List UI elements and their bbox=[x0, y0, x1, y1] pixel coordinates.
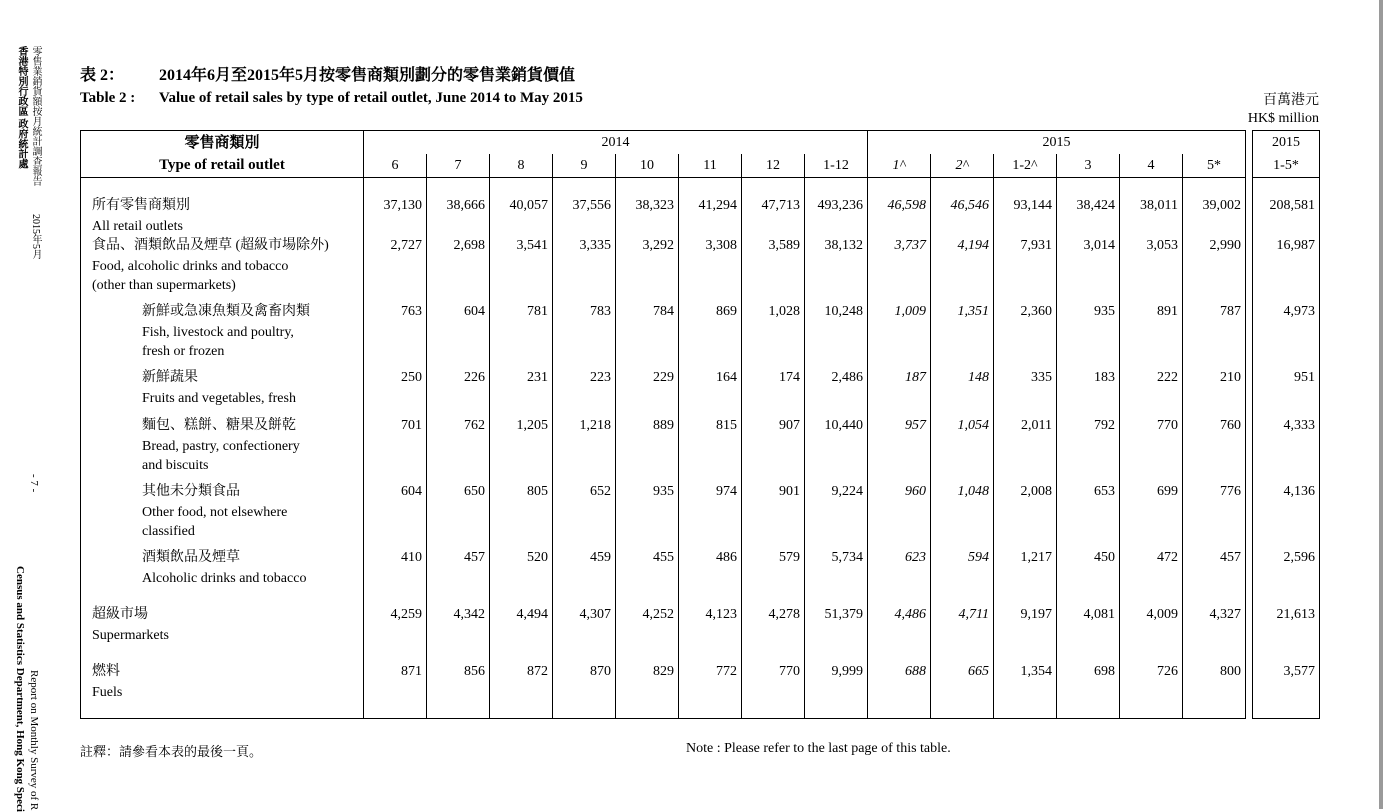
scrollbar[interactable] bbox=[1379, 0, 1383, 809]
value-cell: 781 bbox=[490, 302, 553, 368]
row-label-zh: 酒類飲品及煙草 bbox=[142, 550, 240, 565]
month-header: 1-5* bbox=[1253, 154, 1320, 178]
value-cell: 410 bbox=[364, 548, 427, 605]
value-cell: 829 bbox=[616, 662, 679, 718]
row-label-en: Fish, livestock and poultry, bbox=[142, 325, 294, 340]
value-cell: 872 bbox=[490, 662, 553, 718]
value-cell: 3,541 bbox=[490, 236, 553, 302]
value-cell: 1,048 bbox=[931, 482, 994, 548]
value-cell: 2,727 bbox=[364, 236, 427, 302]
value-cell: 3,737 bbox=[868, 236, 931, 302]
table-label-zh: 表 2： bbox=[80, 67, 125, 84]
value-cell: 4,973 bbox=[1253, 302, 1320, 368]
note-zh: 註釋：請參看本表的最後一頁。 bbox=[80, 744, 263, 759]
value-cell: 901 bbox=[742, 482, 805, 548]
value-cell: 39,002 bbox=[1183, 178, 1246, 237]
value-cell: 871 bbox=[364, 662, 427, 718]
value-cell: 787 bbox=[1183, 302, 1246, 368]
value-cell: 38,132 bbox=[805, 236, 868, 302]
row-label-en: and biscuits bbox=[142, 458, 209, 473]
value-cell: 4,711 bbox=[931, 605, 994, 662]
value-cell: 869 bbox=[679, 302, 742, 368]
value-cell: 805 bbox=[490, 482, 553, 548]
value-cell: 699 bbox=[1120, 482, 1183, 548]
note-en: Note : Please refer to the last page of this table. bbox=[686, 741, 951, 756]
year-header-2015: 2015 bbox=[868, 131, 1246, 155]
value-cell: 208,581 bbox=[1253, 178, 1320, 237]
value-cell: 2,008 bbox=[994, 482, 1057, 548]
value-cell: 4,009 bbox=[1120, 605, 1183, 662]
value-cell: 46,598 bbox=[868, 178, 931, 237]
value-cell: 9,197 bbox=[994, 605, 1057, 662]
value-cell: 579 bbox=[742, 548, 805, 605]
row-label bbox=[81, 548, 364, 605]
page-number: - 7 - bbox=[28, 474, 40, 493]
value-cell: 4,194 bbox=[931, 236, 994, 302]
table-row bbox=[81, 368, 1320, 416]
value-cell: 815 bbox=[679, 416, 742, 482]
stub-header-zh: 零售商類別 bbox=[184, 135, 260, 151]
value-cell: 4,081 bbox=[1057, 605, 1120, 662]
value-cell: 7,931 bbox=[994, 236, 1057, 302]
row-label-zh: 食品、酒類飲品及煙草 (超級市場除外) bbox=[92, 238, 329, 253]
value-cell: 1,218 bbox=[553, 416, 616, 482]
month-header: 11 bbox=[679, 154, 742, 178]
value-cell: 4,307 bbox=[553, 605, 616, 662]
value-cell: 2,011 bbox=[994, 416, 1057, 482]
value-cell: 4,486 bbox=[868, 605, 931, 662]
row-label-en: Bread, pastry, confectionery bbox=[142, 439, 300, 454]
value-cell: 93,144 bbox=[994, 178, 1057, 237]
value-cell: 653 bbox=[1057, 482, 1120, 548]
value-cell: 698 bbox=[1057, 662, 1120, 718]
row-label bbox=[81, 302, 364, 368]
value-cell: 4,342 bbox=[427, 605, 490, 662]
value-cell: 4,333 bbox=[1253, 416, 1320, 482]
row-label bbox=[81, 178, 364, 237]
value-cell: 183 bbox=[1057, 368, 1120, 416]
value-cell: 457 bbox=[1183, 548, 1246, 605]
month-header: 4 bbox=[1120, 154, 1183, 178]
value-cell: 3,014 bbox=[1057, 236, 1120, 302]
value-cell: 4,123 bbox=[679, 605, 742, 662]
month-header: 1^ bbox=[868, 154, 931, 178]
month-header: 10 bbox=[616, 154, 679, 178]
value-cell: 10,248 bbox=[805, 302, 868, 368]
value-cell: 2,698 bbox=[427, 236, 490, 302]
value-cell: 223 bbox=[553, 368, 616, 416]
row-label bbox=[81, 416, 364, 482]
value-cell: 889 bbox=[616, 416, 679, 482]
value-cell: 459 bbox=[553, 548, 616, 605]
stub-header bbox=[81, 131, 364, 178]
value-cell: 10,440 bbox=[805, 416, 868, 482]
value-cell: 1,054 bbox=[931, 416, 994, 482]
value-cell: 472 bbox=[1120, 548, 1183, 605]
value-cell: 4,494 bbox=[490, 605, 553, 662]
row-label bbox=[81, 482, 364, 548]
value-cell: 870 bbox=[553, 662, 616, 718]
units-zh: 百萬港元 bbox=[1263, 93, 1319, 108]
department-zh: 香港特別行政區 政府統計處 bbox=[16, 46, 27, 169]
table-row bbox=[81, 236, 1320, 302]
month-header: 1-2^ bbox=[994, 154, 1057, 178]
value-cell: 455 bbox=[616, 548, 679, 605]
value-cell: 226 bbox=[427, 368, 490, 416]
value-cell: 2,486 bbox=[805, 368, 868, 416]
value-cell: 623 bbox=[868, 548, 931, 605]
month-header: 9 bbox=[553, 154, 616, 178]
value-cell: 770 bbox=[742, 662, 805, 718]
value-cell: 652 bbox=[553, 482, 616, 548]
table-row bbox=[81, 302, 1320, 368]
month-header: 12 bbox=[742, 154, 805, 178]
row-label bbox=[81, 662, 364, 718]
year-header-2015-total: 2015 bbox=[1253, 131, 1320, 155]
side-margin bbox=[8, 0, 48, 812]
value-cell: 210 bbox=[1183, 368, 1246, 416]
value-cell: 16,987 bbox=[1253, 236, 1320, 302]
value-cell: 763 bbox=[364, 302, 427, 368]
row-label-en: Fuels bbox=[92, 685, 123, 700]
month-header: 3 bbox=[1057, 154, 1120, 178]
value-cell: 148 bbox=[931, 368, 994, 416]
value-cell: 772 bbox=[679, 662, 742, 718]
row-label-en: Other food, not elsewhere bbox=[142, 505, 288, 520]
table-title bbox=[80, 62, 583, 107]
value-cell: 40,057 bbox=[490, 178, 553, 237]
value-cell: 4,259 bbox=[364, 605, 427, 662]
value-cell: 4,136 bbox=[1253, 482, 1320, 548]
value-cell: 493,236 bbox=[805, 178, 868, 237]
row-label-zh: 其他未分類食品 bbox=[142, 484, 240, 499]
value-cell: 38,323 bbox=[616, 178, 679, 237]
row-label-en: Food, alcoholic drinks and tobacco bbox=[92, 259, 289, 274]
value-cell: 951 bbox=[1253, 368, 1320, 416]
row-label-zh: 新鮮或急凍魚類及禽畜肉類 bbox=[142, 304, 310, 319]
value-cell: 935 bbox=[1057, 302, 1120, 368]
value-cell: 783 bbox=[553, 302, 616, 368]
value-cell: 594 bbox=[931, 548, 994, 605]
units-label bbox=[1248, 92, 1319, 128]
table-row bbox=[81, 482, 1320, 548]
retail-sales-table bbox=[80, 130, 1320, 719]
value-cell: 762 bbox=[427, 416, 490, 482]
value-cell: 187 bbox=[868, 368, 931, 416]
value-cell: 5,734 bbox=[805, 548, 868, 605]
value-cell: 650 bbox=[427, 482, 490, 548]
value-cell: 960 bbox=[868, 482, 931, 548]
value-cell: 770 bbox=[1120, 416, 1183, 482]
value-cell: 907 bbox=[742, 416, 805, 482]
value-cell: 3,292 bbox=[616, 236, 679, 302]
year-header-2014: 2014 bbox=[364, 131, 868, 155]
value-cell: 891 bbox=[1120, 302, 1183, 368]
table-row bbox=[81, 548, 1320, 605]
department-en: Census and Statistics Department, Hong Kong Speci bbox=[14, 566, 26, 812]
value-cell: 760 bbox=[1183, 416, 1246, 482]
row-label-zh: 燃料 bbox=[92, 664, 120, 679]
value-cell: 665 bbox=[931, 662, 994, 718]
value-cell: 4,327 bbox=[1183, 605, 1246, 662]
value-cell: 1,351 bbox=[931, 302, 994, 368]
value-cell: 2,596 bbox=[1253, 548, 1320, 605]
report-title-zh: 零售業銷貨額按月統計調查報告 bbox=[30, 46, 41, 186]
month-header: 1-12 bbox=[805, 154, 868, 178]
value-cell: 604 bbox=[427, 302, 490, 368]
value-cell: 335 bbox=[994, 368, 1057, 416]
table-label-en: Table 2 : bbox=[80, 90, 136, 106]
value-cell: 800 bbox=[1183, 662, 1246, 718]
month-header: 2^ bbox=[931, 154, 994, 178]
value-cell: 37,556 bbox=[553, 178, 616, 237]
value-cell: 222 bbox=[1120, 368, 1183, 416]
table-row bbox=[81, 416, 1320, 482]
value-cell: 486 bbox=[679, 548, 742, 605]
value-cell: 957 bbox=[868, 416, 931, 482]
value-cell: 174 bbox=[742, 368, 805, 416]
value-cell: 41,294 bbox=[679, 178, 742, 237]
value-cell: 21,613 bbox=[1253, 605, 1320, 662]
row-label-en: Alcoholic drinks and tobacco bbox=[142, 571, 307, 586]
value-cell: 38,666 bbox=[427, 178, 490, 237]
value-cell: 520 bbox=[490, 548, 553, 605]
value-cell: 776 bbox=[1183, 482, 1246, 548]
month-header: 6 bbox=[364, 154, 427, 178]
month-header: 7 bbox=[427, 154, 490, 178]
value-cell: 3,589 bbox=[742, 236, 805, 302]
value-cell: 935 bbox=[616, 482, 679, 548]
value-cell: 688 bbox=[868, 662, 931, 718]
row-label bbox=[81, 236, 364, 302]
value-cell: 1,009 bbox=[868, 302, 931, 368]
value-cell: 229 bbox=[616, 368, 679, 416]
row-label-zh: 新鮮蔬果 bbox=[142, 370, 198, 385]
value-cell: 784 bbox=[616, 302, 679, 368]
row-label-zh: 超級市場 bbox=[92, 607, 148, 622]
month-header: 5* bbox=[1183, 154, 1246, 178]
table-row bbox=[81, 178, 1320, 237]
report-title-en: Report on Monthly Survey of R bbox=[28, 670, 40, 811]
month-header: 8 bbox=[490, 154, 553, 178]
row-label-en: fresh or frozen bbox=[142, 344, 225, 359]
row-label bbox=[81, 605, 364, 662]
table-title-zh: 2014年6月至2015年5月按零售商類別劃分的零售業銷貨價值 bbox=[159, 67, 576, 84]
value-cell: 3,577 bbox=[1253, 662, 1320, 718]
value-cell: 1,028 bbox=[742, 302, 805, 368]
value-cell: 51,379 bbox=[805, 605, 868, 662]
value-cell: 726 bbox=[1120, 662, 1183, 718]
value-cell: 792 bbox=[1057, 416, 1120, 482]
value-cell: 38,424 bbox=[1057, 178, 1120, 237]
row-label-en: All retail outlets bbox=[92, 219, 183, 234]
value-cell: 38,011 bbox=[1120, 178, 1183, 237]
value-cell: 604 bbox=[364, 482, 427, 548]
value-cell: 250 bbox=[364, 368, 427, 416]
page-edge bbox=[1363, 0, 1383, 809]
table-row bbox=[81, 605, 1320, 662]
stub-header-en: Type of retail outlet bbox=[159, 157, 285, 173]
value-cell: 1,205 bbox=[490, 416, 553, 482]
table-title-en: Value of retail sales by type of retail outlet, June 2014 to May 2015 bbox=[159, 90, 583, 106]
value-cell: 856 bbox=[427, 662, 490, 718]
value-cell: 164 bbox=[679, 368, 742, 416]
row-label bbox=[81, 368, 364, 416]
value-cell: 4,252 bbox=[616, 605, 679, 662]
value-cell: 3,053 bbox=[1120, 236, 1183, 302]
units-en: HK$ million bbox=[1247, 111, 1319, 126]
value-cell: 2,360 bbox=[994, 302, 1057, 368]
value-cell: 3,335 bbox=[553, 236, 616, 302]
value-cell: 47,713 bbox=[742, 178, 805, 237]
row-label-zh: 所有零售商類別 bbox=[92, 198, 190, 213]
value-cell: 1,354 bbox=[994, 662, 1057, 718]
value-cell: 37,130 bbox=[364, 178, 427, 237]
value-cell: 4,278 bbox=[742, 605, 805, 662]
row-label-en: Supermarkets bbox=[92, 628, 169, 643]
value-cell: 974 bbox=[679, 482, 742, 548]
row-label-en: classified bbox=[142, 524, 195, 539]
value-cell: 2,990 bbox=[1183, 236, 1246, 302]
value-cell: 457 bbox=[427, 548, 490, 605]
value-cell: 9,224 bbox=[805, 482, 868, 548]
value-cell: 3,308 bbox=[679, 236, 742, 302]
value-cell: 701 bbox=[364, 416, 427, 482]
value-cell: 46,546 bbox=[931, 178, 994, 237]
row-label-en: Fruits and vegetables, fresh bbox=[142, 391, 296, 406]
value-cell: 1,217 bbox=[994, 548, 1057, 605]
report-date-zh: 2015年5月 bbox=[30, 214, 41, 259]
table-row bbox=[81, 662, 1320, 718]
row-label-zh: 麵包、糕餅、糖果及餅乾 bbox=[142, 418, 296, 433]
row-label-en: (other than supermarkets) bbox=[92, 278, 236, 293]
value-cell: 231 bbox=[490, 368, 553, 416]
value-cell: 9,999 bbox=[805, 662, 868, 718]
value-cell: 450 bbox=[1057, 548, 1120, 605]
